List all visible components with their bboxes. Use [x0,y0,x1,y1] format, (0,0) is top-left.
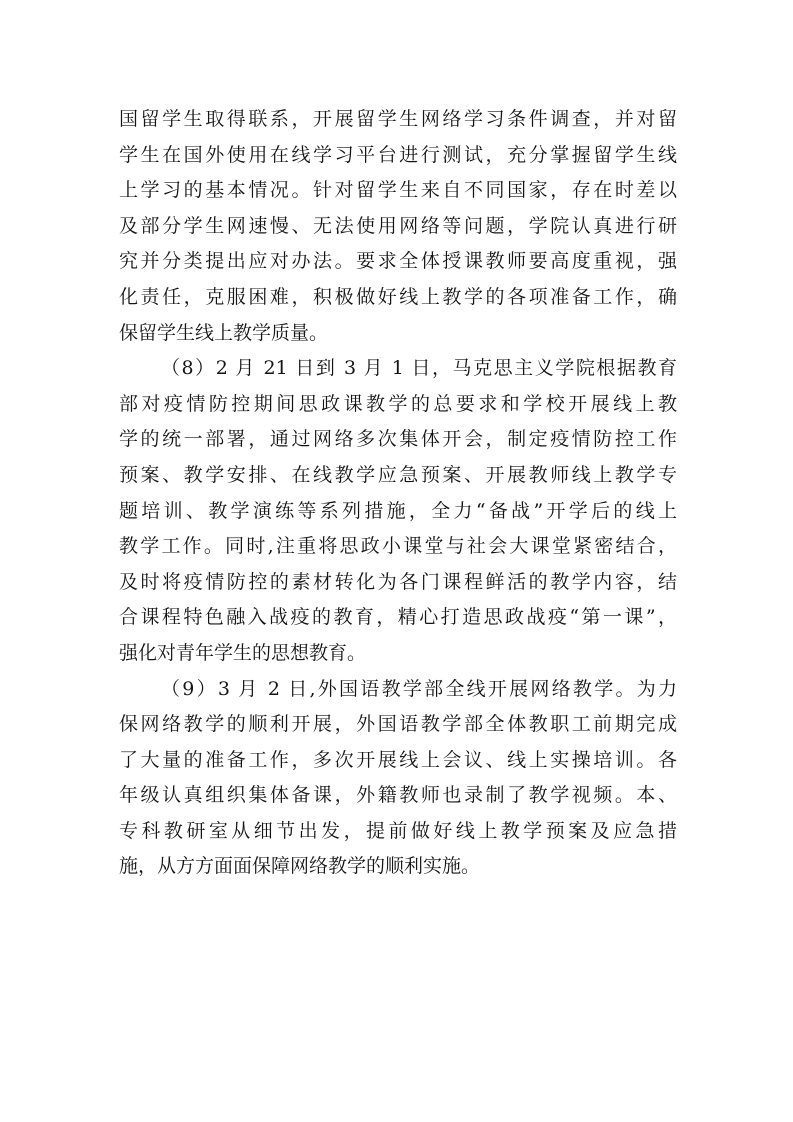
text-line: 预案、教学安排、在线教学应急预案、开展教师线上教学专 [119,463,677,486]
text-line: 专科教研室从细节出发，提前做好线上教学预案及应急措 [119,819,677,842]
text-line: 上学习的基本情况。针对留学生来自不同国家，存在时差以 [119,179,677,202]
text-line: （8）2 月 21 日到 3 月 1 日，马克思主义学院根据教育 [161,357,677,380]
paragraph-2 [119,351,677,671]
text-line: 教学工作。同时,注重将思政小课堂与社会大课堂紧密结合， [119,535,677,558]
text-line: 强化对青年学生的思想教育。 [119,641,367,664]
text-line: 施，从方方面面保障网络教学的顺利实施。 [119,855,481,878]
text-line: 究并分类提出应对办法。要求全体授课教师要高度重视，强 [119,250,677,273]
text-line: 及时将疫情防控的素材转化为各门课程鲜活的教学内容，结 [119,570,677,593]
text-line: 化责任，克服困难，积极做好线上教学的各项准备工作，确 [119,285,677,308]
text-line: 及部分学生网速慢、无法使用网络等问题，学院认真进行研 [119,214,677,237]
text-line: 题培训、教学演练等系列措施，全力“备战”开学后的线上 [119,499,677,522]
text-line: 合课程特色融入战疫的教育，精心打造思政战疫“第一课”， [119,606,677,629]
text-line: 保留学生线上教学质量。 [119,321,329,344]
text-line: 学生在国外使用在线学习平台进行测试，充分掌握留学生线 [119,143,677,166]
text-line: 部对疫情防控期间思政课教学的总要求和学校开展线上教 [119,392,677,415]
text-line: 了大量的准备工作，多次开展线上会议、线上实操培训。各 [119,748,677,771]
text-line: 保网络教学的顺利开展，外国语教学部全体教职工前期完成 [119,713,677,736]
text-line: 学的统一部署，通过网络多次集体开会，制定疫情防控工作 [119,428,677,451]
text-line: 国留学生取得联系，开展留学生网络学习条件调查，并对留 [119,108,677,130]
body-text [119,102,677,885]
paragraph-1 [119,102,677,351]
text-line: 年级认真组织集体备课，外籍教师也录制了教学视频。本、 [119,784,677,807]
text-line: （9）3 月 2 日,外国语教学部全线开展网络教学。为力 [161,677,677,700]
paragraph-3 [119,672,677,886]
